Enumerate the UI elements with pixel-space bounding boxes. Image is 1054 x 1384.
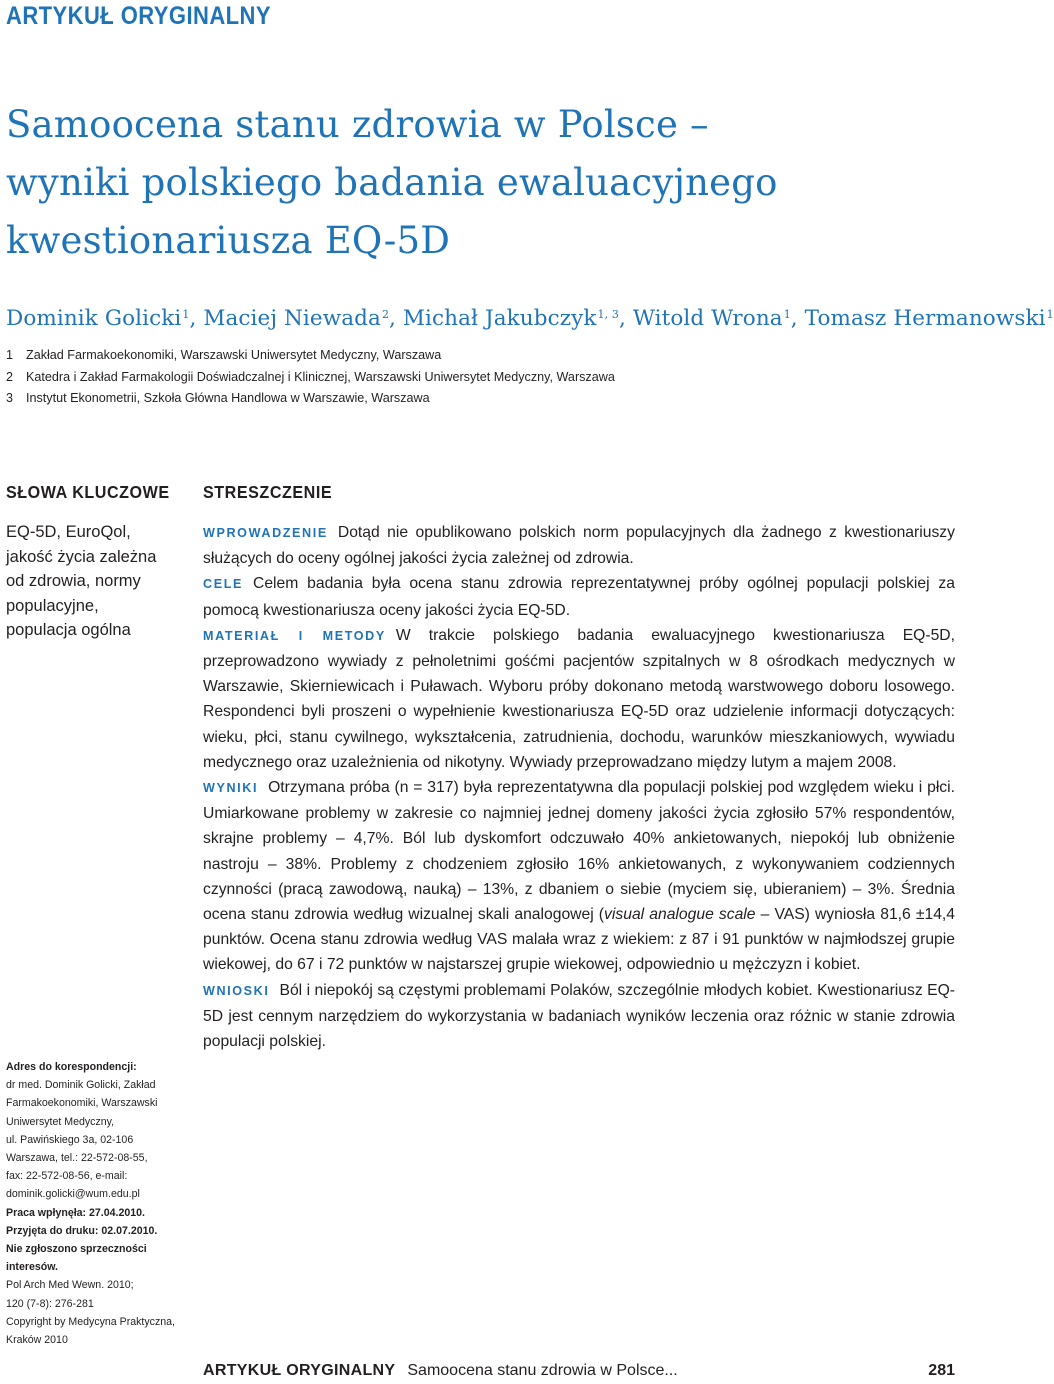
note-line: fax: 22-572-08-56, e-mail: — [6, 1170, 128, 1183]
note-line: ul. Pawińskiego 3a, 02-106 — [6, 1133, 134, 1146]
email-link[interactable]: dominik.golicki@wum.edu.pl — [6, 1188, 140, 1201]
keywords — [6, 520, 176, 643]
title-line: kwestionariusza EQ-5D — [6, 219, 451, 262]
note-line: Praca wpłynęła: 27.04.2010. — [6, 1206, 145, 1219]
abstract-label: MATERIAŁ I METODY — [203, 628, 386, 643]
footer-running-title: Samoocena stanu zdrowia w Polsce... — [407, 1362, 678, 1379]
note-line: interesów. — [6, 1261, 59, 1274]
abstract-label: CELE — [203, 577, 243, 592]
note-line: Pol Arch Med Wewn. 2010; — [6, 1279, 134, 1292]
abstract-label: WYNIKI — [203, 781, 259, 796]
note-line: Warszawa, tel.: 22-572-08-55, — [6, 1152, 148, 1165]
abstract-paragraph: WNIOSKI Ból i niepokój są częstymi problemami Polaków, szczególnie młodych kobiet. Kwestionariusz EQ-5D jest cennym narzędziem do wykorzystania w badaniach wyników leczenia oraz różnic w stanie zdrowia populacji polskiej. — [203, 981, 955, 1051]
affiliation: 3 Instytut Ekonometrii, Szkoła Główna Handlowa w Warszawie, Warszawa — [6, 391, 430, 405]
title-line: Samoocena stanu zdrowia w Polsce – — [6, 103, 709, 146]
keywords-line: populacyjne, — [6, 596, 99, 615]
note-line: Przyjęta do druku: 02.07.2010. — [6, 1224, 158, 1237]
note-line: Nie zgłoszono sprzeczności — [6, 1243, 147, 1256]
section-label: ARTYKUŁ ORYGINALNY — [6, 2, 272, 30]
footer-section: ARTYKUŁ ORYGINALNY — [203, 1362, 396, 1379]
author: Maciej Niewada$^2$, — [203, 306, 403, 331]
abstract-paragraph: WPROWADZENIE Dotąd nie opublikowano polskich norm populacyjnych dla żadnego z kwestionariuszy służących do oceny ogólnej jakości życia zależnej od zdrowia. — [203, 524, 955, 568]
author-list — [6, 306, 1054, 331]
author: Witold Wrona$^1$, — [632, 306, 805, 331]
note-line: Adres do korespondencji: — [6, 1061, 137, 1073]
keywords-line: EQ-5D, EuroQol, — [6, 523, 131, 541]
page-footer — [203, 1362, 955, 1380]
abstract-body — [203, 520, 955, 1054]
article-title — [6, 96, 906, 270]
abstract-label: WPROWADZENIE — [203, 526, 328, 540]
page-number: 281 — [928, 1362, 955, 1379]
note-line: dr med. Dominik Golicki, Zakład — [6, 1079, 156, 1092]
author: Tomasz Hermanowski$^1$ — [804, 306, 1054, 331]
affiliation-list — [6, 345, 615, 410]
abstract-heading: STRESZCZENIE — [203, 482, 333, 502]
keywords-line: populacja ogólna — [6, 621, 131, 639]
note-line: Uniwersytet Medyczny, — [6, 1115, 115, 1128]
affiliation: 1 Zakład Farmakoekonomiki, Warszawski Uniwersytet Medyczny, Warszawa — [6, 348, 442, 362]
author: Dominik Golicki$^1$, — [6, 306, 204, 331]
title-line: wyniki polskiego badania ewaluacyjnego — [6, 161, 778, 204]
author: Michał Jakubczyk$^{1, 3}$, — [402, 306, 633, 331]
note-line: Farmakoekonomiki, Warszawski — [6, 1097, 158, 1110]
abstract-paragraph: WYNIKI Otrzymana próba (n = 317) była reprezentatywna dla populacji polskiej pod względem wieku i płci. Umiarkowane problemy w zakresie co najmniej jednej domeny jakości życia zgłosiło 57% respondentów, skrajne problemy – 4,7%. Ból lub dyskomfort odczuwało 40% ankietowanych, niepokój lub obniżenie nastroju – 38%. Problemy z chodzeniem zgłosiło 16% ankietowanych, z wykonywaniem codziennych czynności (pracą zawodową, nauką) – 13%, z dbaniem o siebie (myciem się, ubieraniem) – 3%. Średnia ocena stanu zdrowia według wizualnej skali analogowej (visual analogue scale – VAS) wyniosła 81,6 ±14,4 punktów. Ocena stanu zdrowia według VAS malała wraz z wiekiem: z 87 i 91 punktów w najmłodszej grupie wiekowej, do 67 i 72 punktów w najstarszej grupie wiekowej, odpowiednio u mężczyzn i kobiet. — [203, 779, 955, 974]
abstract-paragraph: MATERIAŁ I METODY W trakcie polskiego badania ewaluacyjnego kwestionariusza EQ-5D, przeprowadzono wywiady z pełnoletnimi gośćmi pacjentów szpitalnych w 8 ośrodkach medycznych w Warszawie, Skierniewicach i Puławach. Wyboru próby dokonano metodą warstwowego doboru losowego. Respondenci byli proszeni o wypełnienie kwestionariusza EQ-5D oraz udzielenie informacji dotyczących: wieku, płci, stanu cywilnego, wykształcenia, zatrudnienia, dochodu, warunków mieszkaniowych, wywiadu medycznego oraz uzależnienia od nikotyny. Wywiady przeprowadzano między lutym a majem 2008. — [203, 626, 955, 771]
keywords-line: jakość życia zależna — [6, 547, 157, 566]
abstract-label: WNIOSKI — [203, 983, 270, 998]
note-line: Kraków 2010 — [6, 1334, 68, 1347]
affiliation: 2 Katedra i Zakład Farmakologii Doświadczalnej i Klinicznej, Warszawski Uniwersytet Medyczny, Warszawa — [6, 369, 615, 384]
abstract-paragraph: CELE Celem badania była ocena stanu zdrowia reprezentatywnej próby ogólnej populacji polskiej za pomocą kwestionariusza oceny jakości życia EQ-5D. — [203, 575, 955, 619]
note-line: Copyright by Medycyna Praktyczna, — [6, 1315, 175, 1328]
keywords-line: od zdrowia, normy — [6, 572, 141, 590]
note-line: 120 (7-8): 276-281 — [6, 1297, 94, 1310]
correspondence-notes — [6, 1058, 196, 1349]
keywords-heading: SŁOWA KLUCZOWE — [6, 482, 170, 502]
